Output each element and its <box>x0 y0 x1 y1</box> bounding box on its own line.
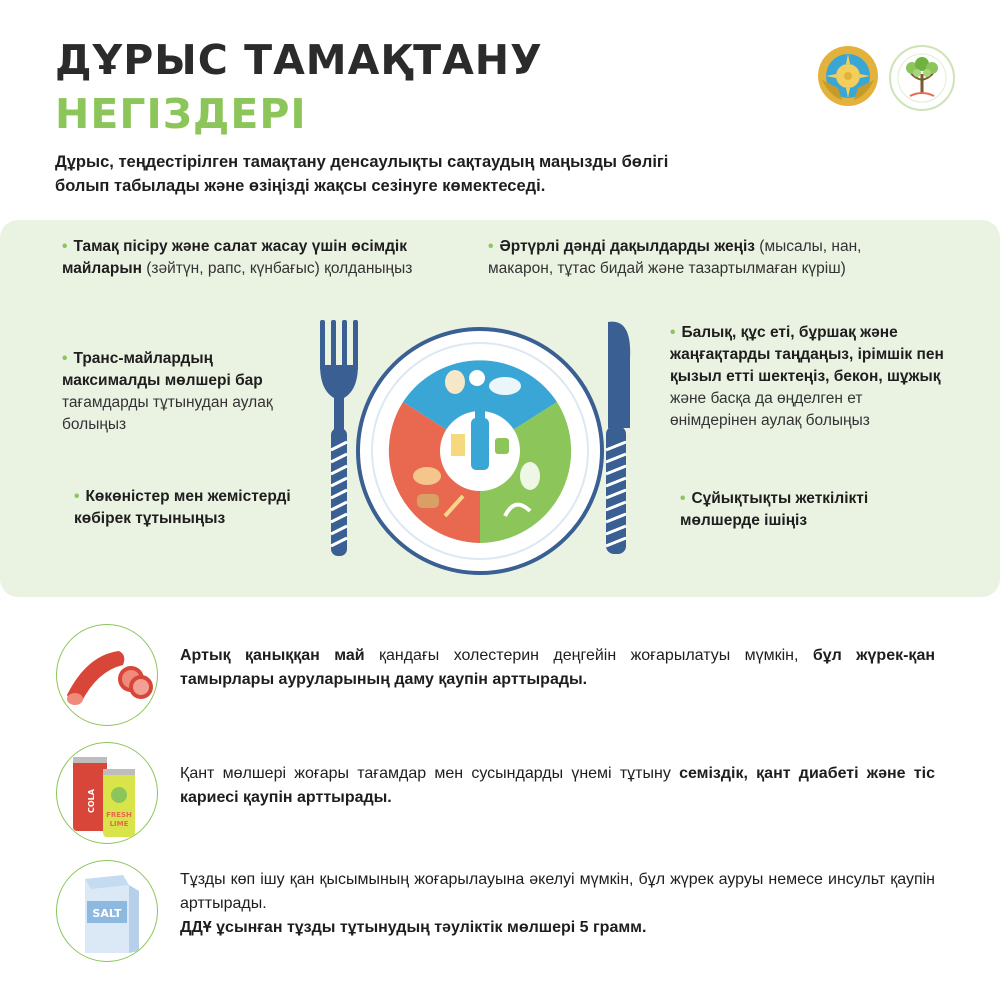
bullet-icon: • <box>62 350 68 367</box>
bullet-icon: • <box>62 238 68 255</box>
tip-trans-fats <box>62 348 312 436</box>
sausage-icon <box>57 625 158 726</box>
tip-bold-text: Көкөністер мен жемістерді көбірек тұтыныңыз <box>74 488 291 527</box>
saturated-fat-text <box>180 644 935 692</box>
tip-normal-text: (зәйтүн, рапс, күнбағыс) қолданыңыз <box>141 260 413 277</box>
lime-label: LIME <box>109 820 129 828</box>
row-bold-text: ДДҰ ұсынған тұзды тұтынудың тәуліктік мөлшері 5 грамм. <box>180 919 647 936</box>
salt-bag-icon <box>57 861 158 962</box>
tip-vegetables <box>74 486 304 530</box>
cola-label: COLA <box>87 789 96 813</box>
fresh-label: FRESH <box>106 811 132 819</box>
bullet-icon: • <box>74 488 80 505</box>
state-emblem-icon <box>816 44 880 108</box>
tip-bold-text: Әртүрлі дәнді дақылдарды жеңіз <box>499 238 755 255</box>
tip-bold-text: Транс-майлардың максималды мөлшері бар <box>62 350 263 389</box>
row-bold-text: семіздік, қант диабеті және тіс кариесі қаупін арттырады. <box>180 765 935 806</box>
soda-cans-icon <box>57 743 158 844</box>
tip-bold-text: Балық, құс еті, бұршақ және жаңғақтарды таңдаңыз, ірімшік пен қызыл етті шектеңіз, бекон, шұжық <box>670 324 944 385</box>
row-normal-text: Тұзды көп ішу қан қысымының жоғарылауына әкелуі мүмкін, бұл жүрек ауруы немесе инсульт қаупін арттырады. <box>180 871 935 912</box>
tip-bold-text: Тамақ пісіру және салат жасау үшін өсімдік майларын <box>62 238 407 277</box>
soda-cans-icon-circle <box>56 742 158 844</box>
row-normal-text: Қант мөлшері жоғары тағамдар мен сусындарды үнемі тұтыну <box>180 765 680 782</box>
salt-label: SALT <box>92 907 122 920</box>
healthy-plate-icon <box>355 326 605 576</box>
page-title: ДҰРЫС ТАМАҚТАНУ <box>55 36 543 84</box>
bullet-icon: • <box>670 324 676 341</box>
sugar-text <box>180 762 935 810</box>
tip-normal-text: және басқа да өңделген ет өнімдерінен аулақ болыңыз <box>670 390 870 429</box>
tip-protein <box>670 322 950 432</box>
tip-bold-text: Сұйықтықты жеткілікті мөлшерде ішіңіз <box>680 490 869 529</box>
row-bold-text: Артық қаныққан май <box>180 647 365 664</box>
row-bold-text: бұл жүрек-қан тамырлары ауруларының даму қаупін арттырады. <box>180 647 936 688</box>
knife-icon <box>600 318 634 558</box>
tip-normal-text: (мысалы, нан, макарон, тұтас бидай және тазартылмаған күріш) <box>488 238 862 277</box>
tip-normal-text: тағамдарды тұтынудан аулақ болыңыз <box>62 394 273 433</box>
salt-text <box>180 868 935 940</box>
row-normal-text: қандағы холестерин деңгейін жоғарылатуы мүмкін, <box>364 647 813 664</box>
tip-vegetable-oils <box>62 236 442 280</box>
bullet-icon: • <box>680 490 686 507</box>
sausage-icon-circle <box>56 624 158 726</box>
tip-fluids <box>680 488 880 532</box>
bullet-icon: • <box>488 238 494 255</box>
intro-text: Дұрыс, теңдестірілген тамақтану денсаулықты сақтаудың маңызды бөлігі болып табылады және өзіңізді жақсы сезінуге көмектеседі. <box>55 153 669 195</box>
fork-icon <box>318 320 360 560</box>
page-subtitle: НЕГІЗДЕРІ <box>55 90 307 138</box>
tip-grains <box>488 236 918 280</box>
health-organization-logo-icon <box>888 44 956 112</box>
salt-bag-icon-circle <box>56 860 158 962</box>
